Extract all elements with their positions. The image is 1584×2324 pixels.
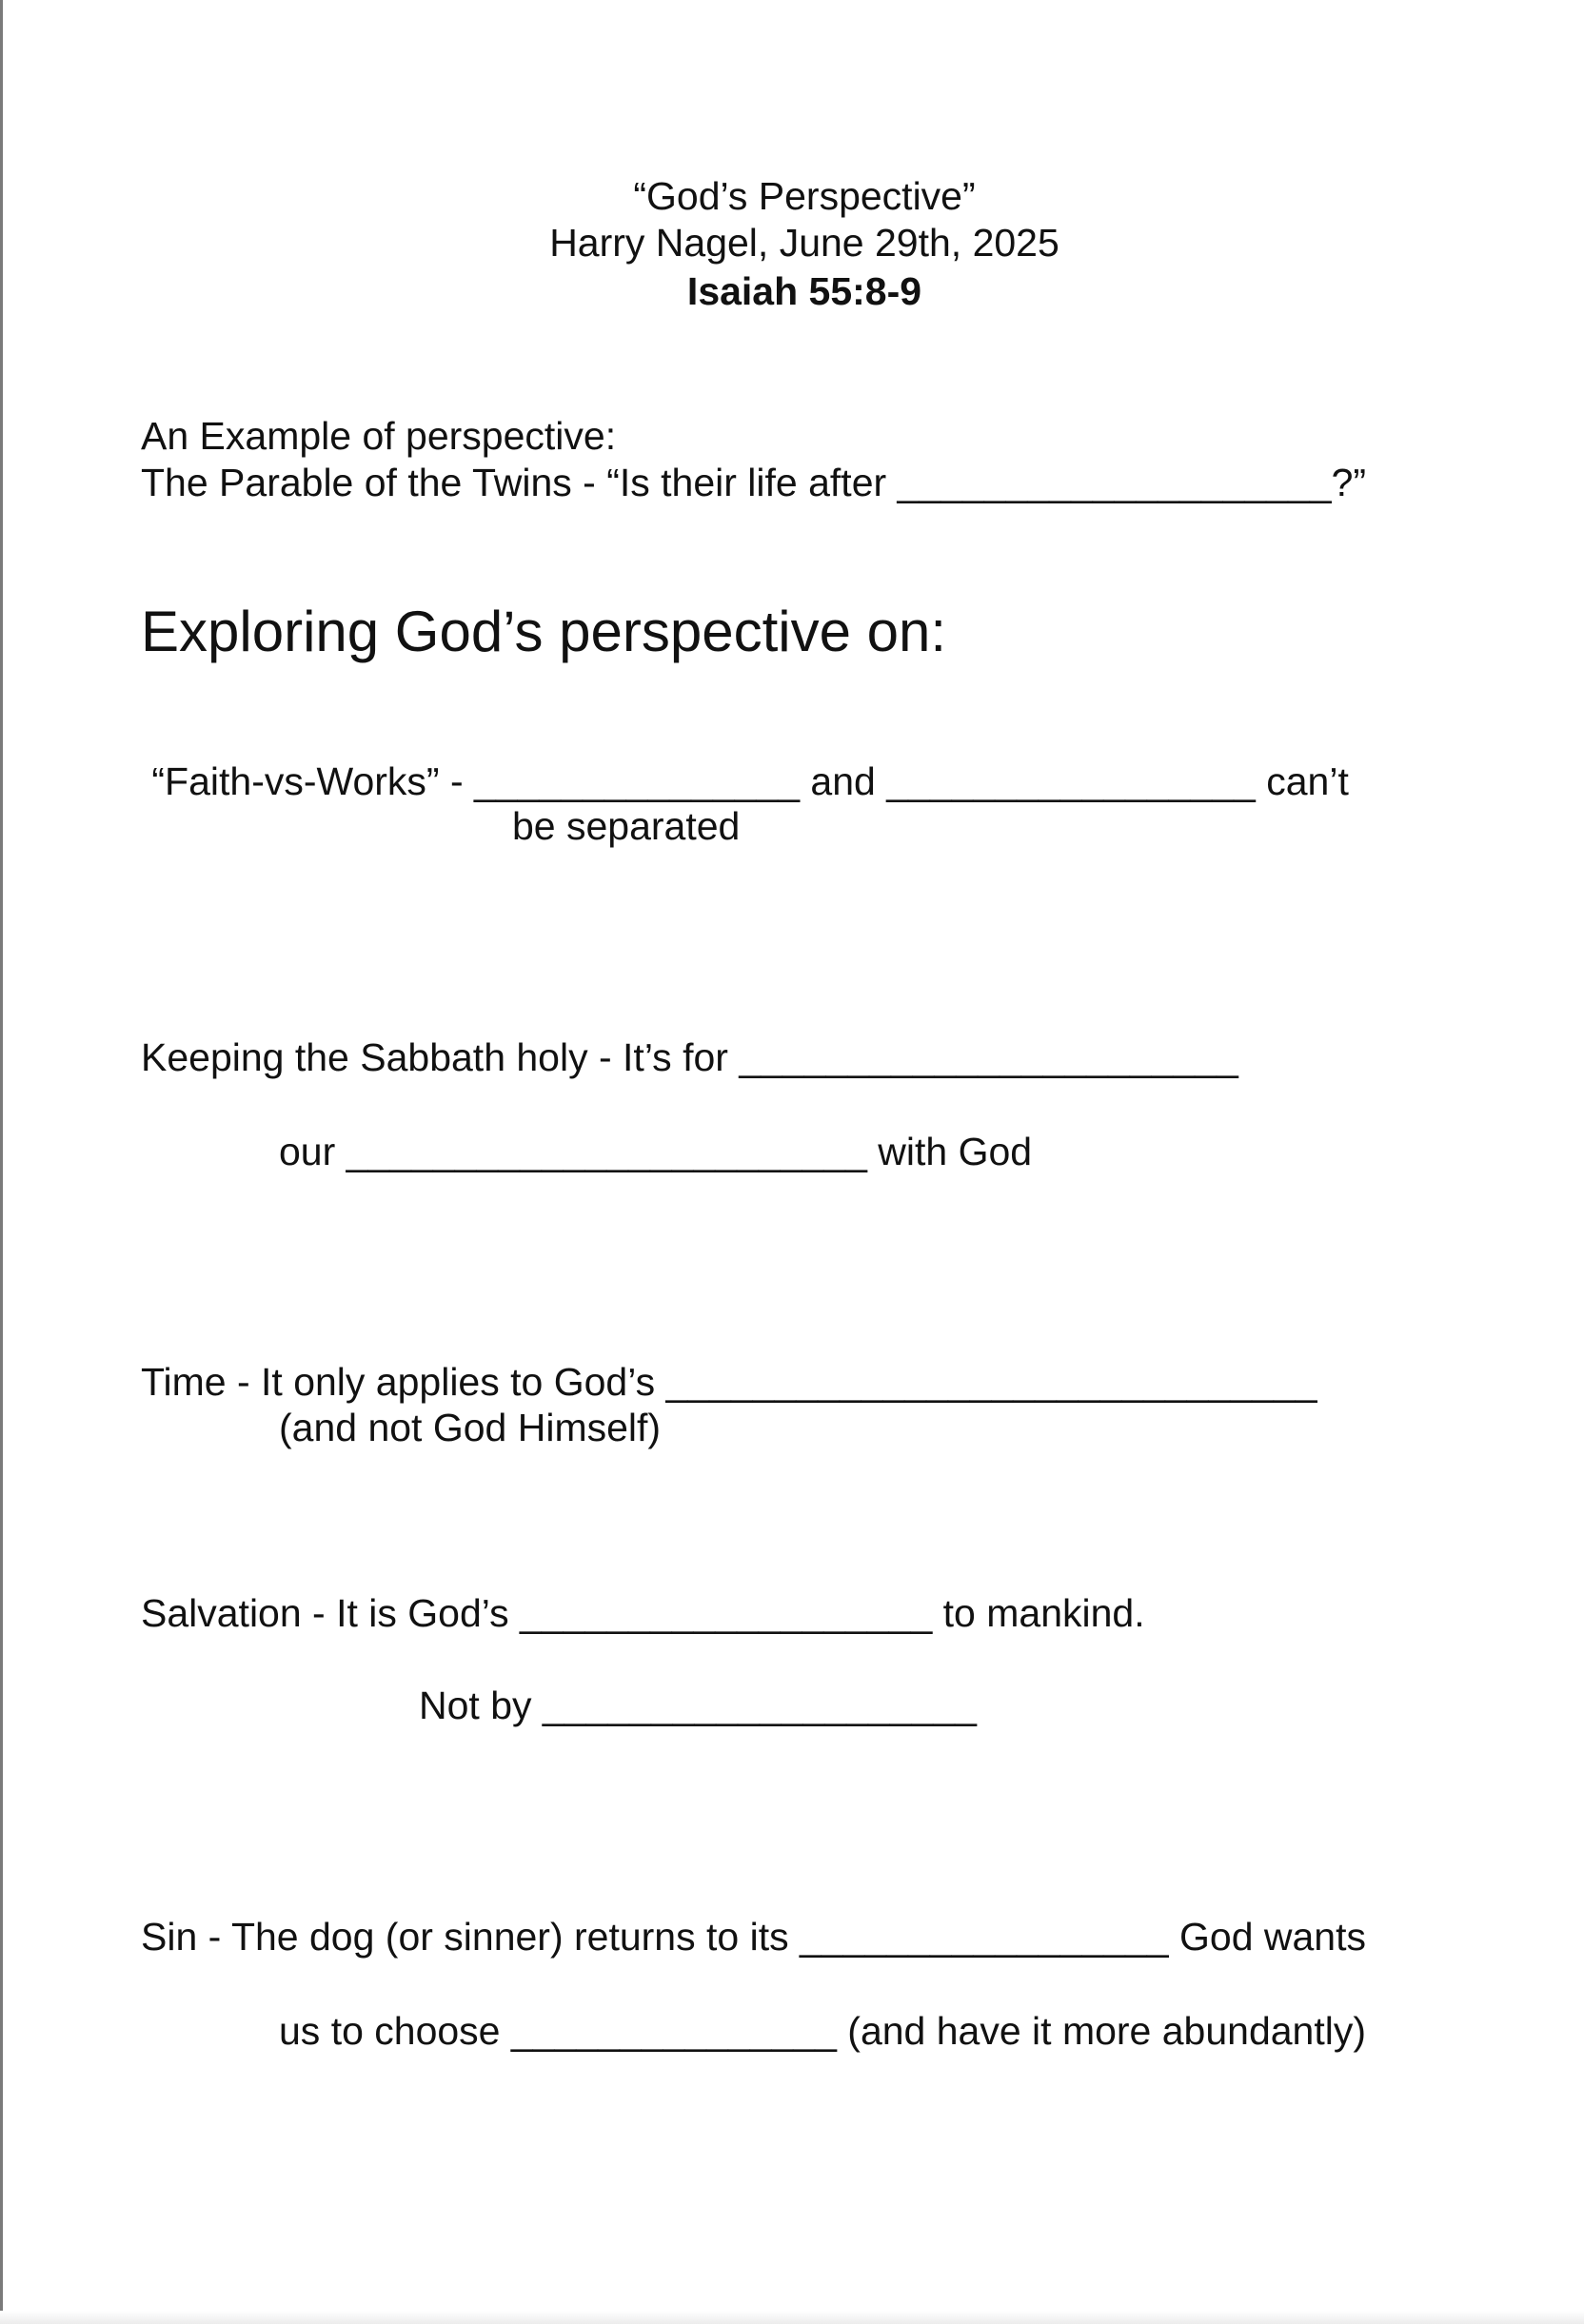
salvation-line: Salvation - It is God’s ___________________ to mankind. [141, 1591, 1145, 1635]
salvation-continuation: Not by ____________________ [419, 1684, 977, 1727]
sabbath-line: Keeping the Sabbath holy - It’s for _______________________ [141, 1035, 1238, 1079]
time-line: Time - It only applies to God’s ______________________________ [141, 1360, 1317, 1404]
time-continuation: (and not God Himself) [279, 1406, 662, 1449]
faith-works-continuation: be separated [512, 804, 741, 848]
page-bottom-shadow [0, 2311, 1584, 2324]
author-date: Harry Nagel, June 29th, 2025 [549, 221, 1059, 265]
handout-title: “God’s Perspective” [633, 174, 976, 218]
scripture-reference: Isaiah 55:8-9 [686, 269, 922, 313]
sin-line: Sin - The dog (or sinner) returns to its _________________ God wants [141, 1915, 1366, 1959]
sabbath-continuation: our ________________________ with God [279, 1130, 1033, 1173]
intro-label: An Example of perspective: [141, 414, 617, 458]
section-heading: Exploring God’s perspective on: [141, 600, 947, 663]
parable-line: The Parable of the Twins - “Is their life after ____________________?” [141, 461, 1367, 504]
sin-continuation: us to choose _______________ (and have it more abundantly) [279, 2009, 1367, 2053]
page-left-edge [0, 0, 3, 2324]
faith-works-line: “Faith-vs-Works” - _______________ and _________________ can’t [141, 759, 1349, 803]
